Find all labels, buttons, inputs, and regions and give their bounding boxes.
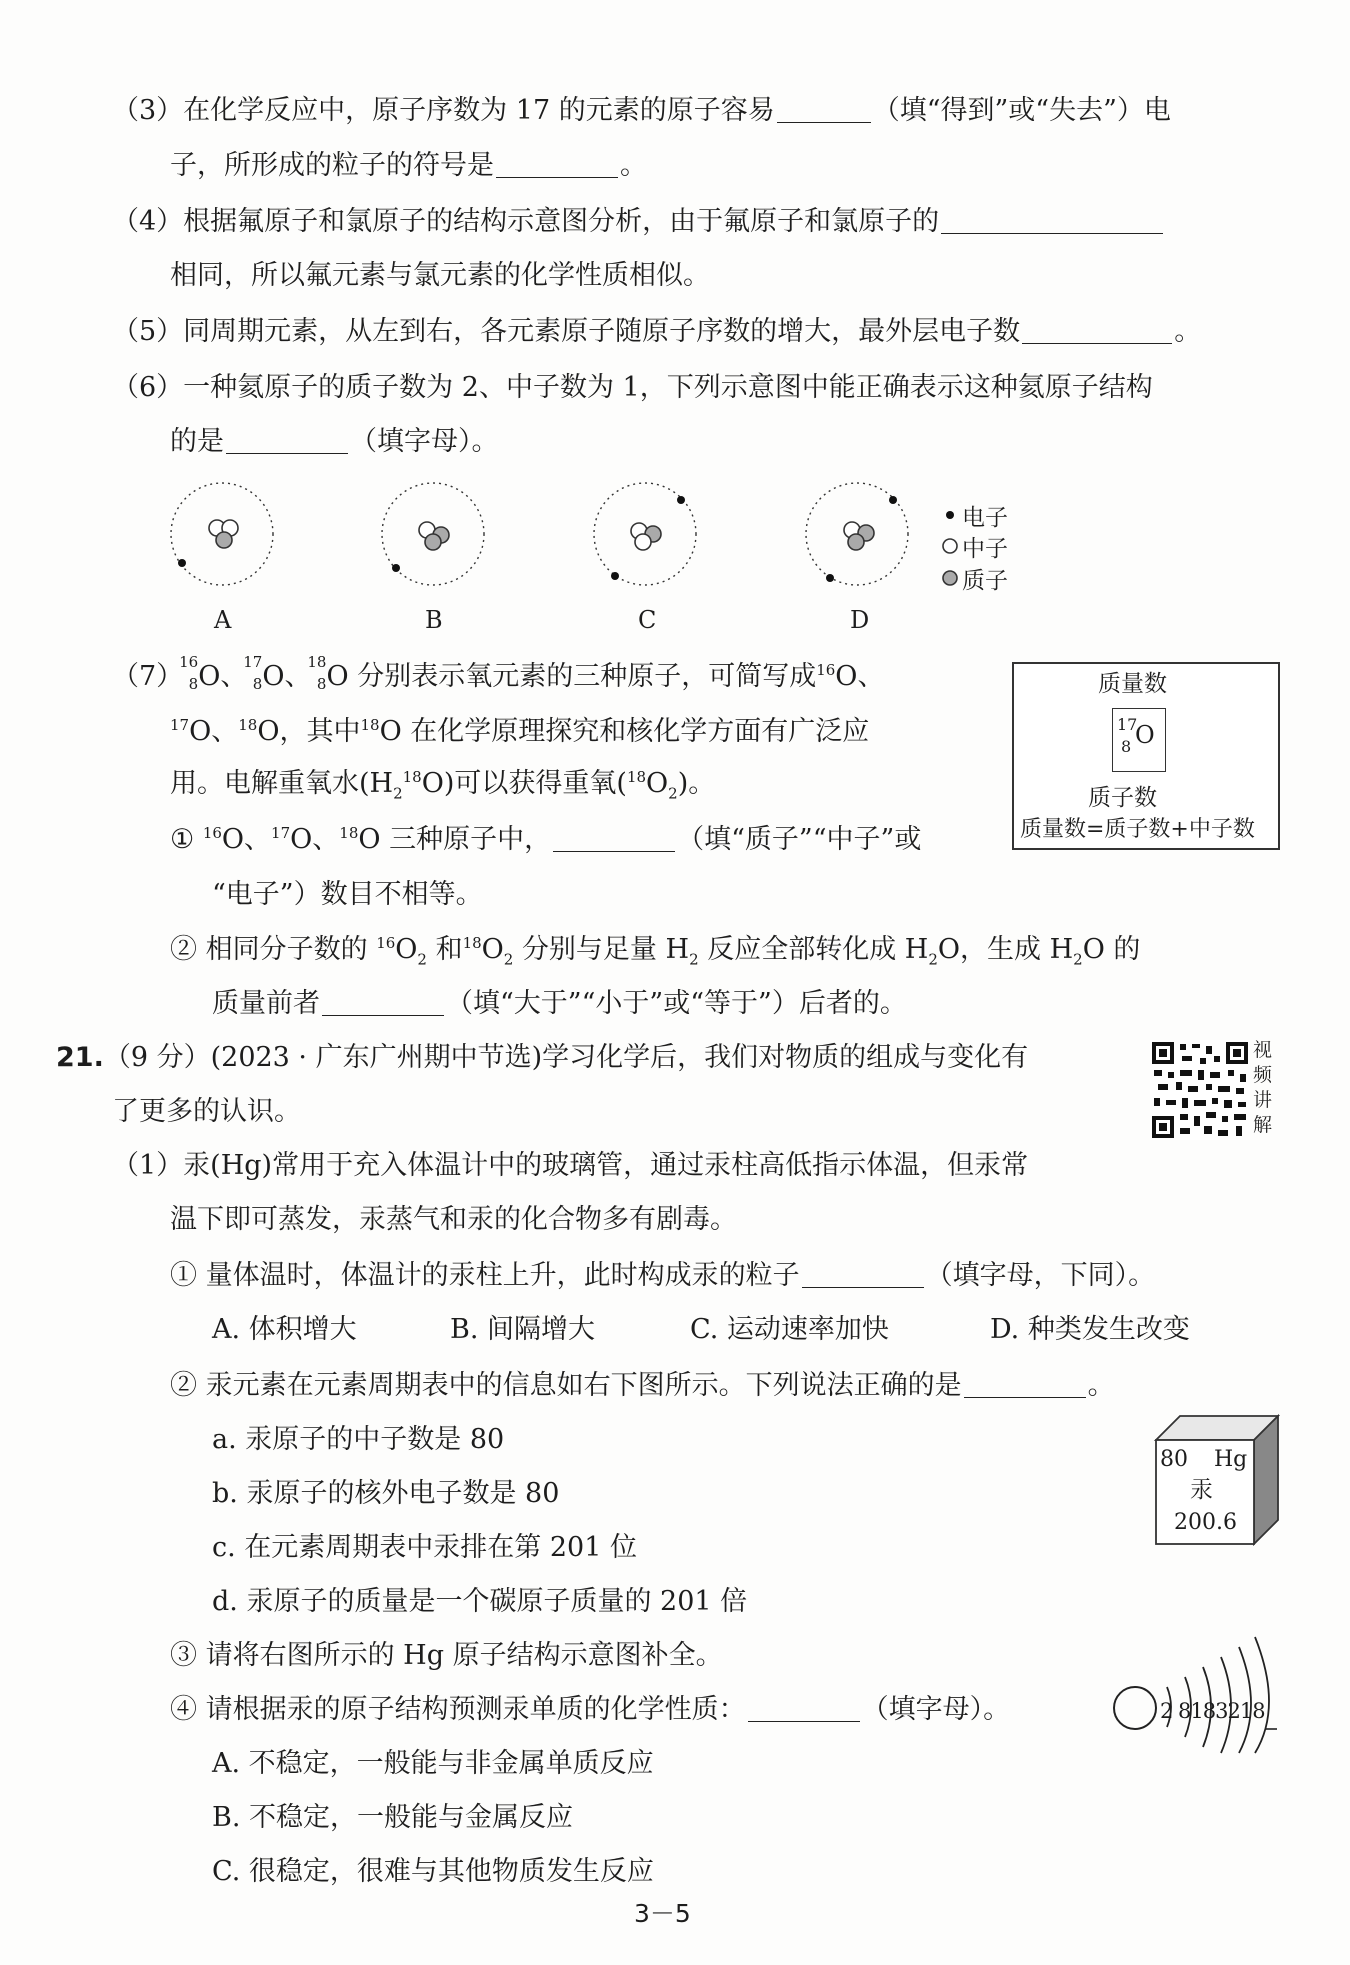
q21-s4-blank[interactable] bbox=[748, 1693, 860, 1722]
q3-blank-2[interactable] bbox=[496, 149, 618, 178]
q7-sub1-line1: ① $^{16}$O、$^{17}$O、$^{18}$O 三种原子中， （填“质子”“中子”或 bbox=[170, 824, 922, 855]
q21-s1-option-d[interactable]: D. 种类发生改变 bbox=[990, 1314, 1190, 1345]
q3-line2 bbox=[170, 148, 647, 184]
box-proton-label: 质子数 bbox=[1088, 785, 1157, 811]
q3-text-a: （3）在化学反应中，原子序数为 17 的元素的原子容易 bbox=[112, 95, 775, 126]
q21-s1-option-a[interactable]: A. 体积增大 bbox=[212, 1314, 357, 1345]
q21-s1-option-c[interactable]: C. 运动速率加快 bbox=[690, 1314, 889, 1345]
q3-line1 bbox=[112, 93, 1171, 129]
q3-text-b: （填“得到”或“失去”）电 bbox=[872, 95, 1171, 126]
q21-p1-line2: 温下即可蒸发，汞蒸气和汞的化合物多有剧毒。 bbox=[170, 1204, 737, 1235]
legend-neutron-marker bbox=[943, 539, 957, 553]
q21-s4-option-b[interactable]: B. 不稳定，一般能与金属反应 bbox=[212, 1802, 574, 1833]
q7-line2: $^{17}$O、$^{18}$O，其中$^{18}$O 在化学原理探究和核化学方面有广泛应 bbox=[170, 716, 870, 747]
q5-text-a: （5）同周期元素，从左到右，各元素原子随原子序数的增大，最外层电子数 bbox=[112, 316, 1021, 347]
legend-proton-marker bbox=[943, 571, 957, 585]
q7-prefix: （7） bbox=[112, 661, 184, 692]
q6-text-b: （填字母）。 bbox=[350, 426, 499, 457]
box-isotope-frame: 17 8 O bbox=[1112, 708, 1166, 772]
legend-proton: 质子 bbox=[962, 568, 1008, 594]
q21-s4-option-c[interactable]: C. 很稳定，很难与其他物质发生反应 bbox=[212, 1856, 654, 1887]
hg-atom-structure-diagram[interactable] bbox=[1105, 1625, 1285, 1755]
q21-s1-line: ① 量体温时，体温计的汞柱上升，此时构成汞的粒子 （填字母，下同）。 bbox=[170, 1260, 1156, 1291]
legend-electron-marker bbox=[946, 511, 954, 519]
atom-option-c[interactable] bbox=[594, 483, 696, 585]
atom-option-d[interactable] bbox=[806, 483, 908, 585]
atom-option-b[interactable] bbox=[382, 483, 484, 585]
box-mass-number-label: 质量数 bbox=[1098, 671, 1167, 697]
isotope-notation-box bbox=[1012, 662, 1280, 850]
element-symbol: Hg bbox=[1214, 1447, 1248, 1472]
q3-blank-1[interactable] bbox=[777, 94, 871, 123]
q21-s1-option-b[interactable]: B. 间隔增大 bbox=[450, 1314, 596, 1345]
q7-sub2-line2: 质量前者 （填“大于”“小于”或“等于”）后者的。 bbox=[212, 988, 907, 1019]
qr-caption: 视 频 讲 解 bbox=[1253, 1039, 1273, 1136]
q21-s3-line: ③ 请将右图所示的 Hg 原子结构示意图补全。 bbox=[170, 1640, 723, 1671]
q21-s4-line: ④ 请根据汞的原子结构预测汞单质的化学性质： （填字母）。 bbox=[170, 1694, 1011, 1725]
q3-text-c: 子，所形成的粒子的符号是 bbox=[170, 150, 494, 181]
option-label-a: A bbox=[214, 606, 232, 634]
q5-blank[interactable] bbox=[1022, 315, 1172, 344]
isotope-17-notation: 17 8 bbox=[243, 653, 263, 693]
q21-s2-item-c[interactable]: c. 在元素周期表中汞排在第 201 位 bbox=[212, 1532, 637, 1563]
q4-line2: 相同，所以氟元素与氯元素的化学性质相似。 bbox=[170, 260, 710, 291]
option-label-b: B bbox=[425, 606, 443, 634]
box-formula: 质量数=质子数+中子数 bbox=[1020, 817, 1255, 842]
q5-line1 bbox=[112, 314, 1201, 350]
hg-shell-electrons: 2 8183218 bbox=[1160, 1699, 1265, 1723]
page-number: 3－5 bbox=[634, 1899, 691, 1928]
element-atomic-mass: 200.6 bbox=[1174, 1510, 1237, 1535]
helium-diagram-options bbox=[150, 478, 1070, 638]
legend-neutron: 中子 bbox=[962, 536, 1008, 562]
q3-text-d: 。 bbox=[620, 150, 647, 181]
q6-text-a: 的是 bbox=[170, 426, 224, 457]
q21-s2-line: ② 汞元素在元素周期表中的信息如右下图所示。下列说法正确的是 。 bbox=[170, 1370, 1115, 1401]
q6-blank[interactable] bbox=[226, 425, 348, 454]
q4-line1 bbox=[112, 204, 1165, 240]
q21-line2: 了更多的认识。 bbox=[112, 1096, 301, 1127]
legend-electron: 电子 bbox=[962, 505, 1008, 531]
question-number-21: 21. bbox=[56, 1042, 104, 1073]
isotope-16-notation: 16 8 bbox=[179, 653, 199, 693]
q7-sub2-line1: ② 相同分子数的 $^{16}O_2$ 和$^{18}O_2$ 分别与足量 $H_2$ 反应全部转化成 $H_2O$，生成 $H_2O$ 的 bbox=[170, 934, 1141, 969]
q21-s2-item-b[interactable]: b. 汞原子的核外电子数是 80 bbox=[212, 1478, 560, 1509]
option-label-c: C bbox=[638, 606, 657, 634]
q6-line2 bbox=[170, 424, 499, 460]
atom-option-a[interactable] bbox=[171, 483, 273, 585]
q7-line1: （7） 16 8 O、 17 8 O、 18 8 O 分别表示氧元素的三种原子，可简写成$^{16}$O、 bbox=[112, 653, 885, 693]
q5-text-b: 。 bbox=[1174, 316, 1202, 347]
q21-s2-item-a[interactable]: a. 汞原子的中子数是 80 bbox=[212, 1424, 505, 1455]
q21-s2-item-d[interactable]: d. 汞原子的质量是一个碳原子质量的 201 倍 bbox=[212, 1586, 748, 1617]
isotope-18-notation: 18 8 bbox=[307, 653, 327, 693]
option-label-d: D bbox=[850, 606, 870, 634]
q6-line1: （6）一种氦原子的质子数为 2、中子数为 1，下列示意图中能正确表示这种氦原子结构 bbox=[112, 372, 1153, 403]
q21-s1-blank[interactable] bbox=[802, 1259, 924, 1288]
q21-line1: 21.（9 分）(2023 · 广东广州期中节选)学习化学后，我们对物质的组成与变化有 bbox=[56, 1042, 1029, 1073]
q4-text-a: （4）根据氟原子和氯原子的结构示意图分析，由于氟原子和氯原子的 bbox=[112, 206, 940, 237]
q7-sub1-blank[interactable] bbox=[553, 823, 675, 852]
q7-sub2-blank[interactable] bbox=[322, 987, 444, 1016]
q21-p1-line1: （1）汞(Hg)常用于充入体温计中的玻璃管，通过汞柱高低指示体温，但汞常 bbox=[112, 1150, 1029, 1181]
element-atomic-number: 80 bbox=[1160, 1447, 1188, 1472]
q21-s4-option-a[interactable]: A. 不稳定，一般能与非金属单质反应 bbox=[212, 1748, 654, 1779]
element-name: 汞 bbox=[1190, 1477, 1213, 1503]
q7-sub1-line2: “电子”）数目不相等。 bbox=[212, 879, 483, 910]
q7-line3: 用。电解重氧水$(H_2^{18}O)$可以获得重氧$(^{18}O_2)$。 bbox=[170, 768, 716, 803]
qr-code-icon[interactable] bbox=[1150, 1040, 1250, 1140]
q4-blank[interactable] bbox=[941, 205, 1163, 234]
q21-s2-blank[interactable] bbox=[964, 1369, 1086, 1398]
